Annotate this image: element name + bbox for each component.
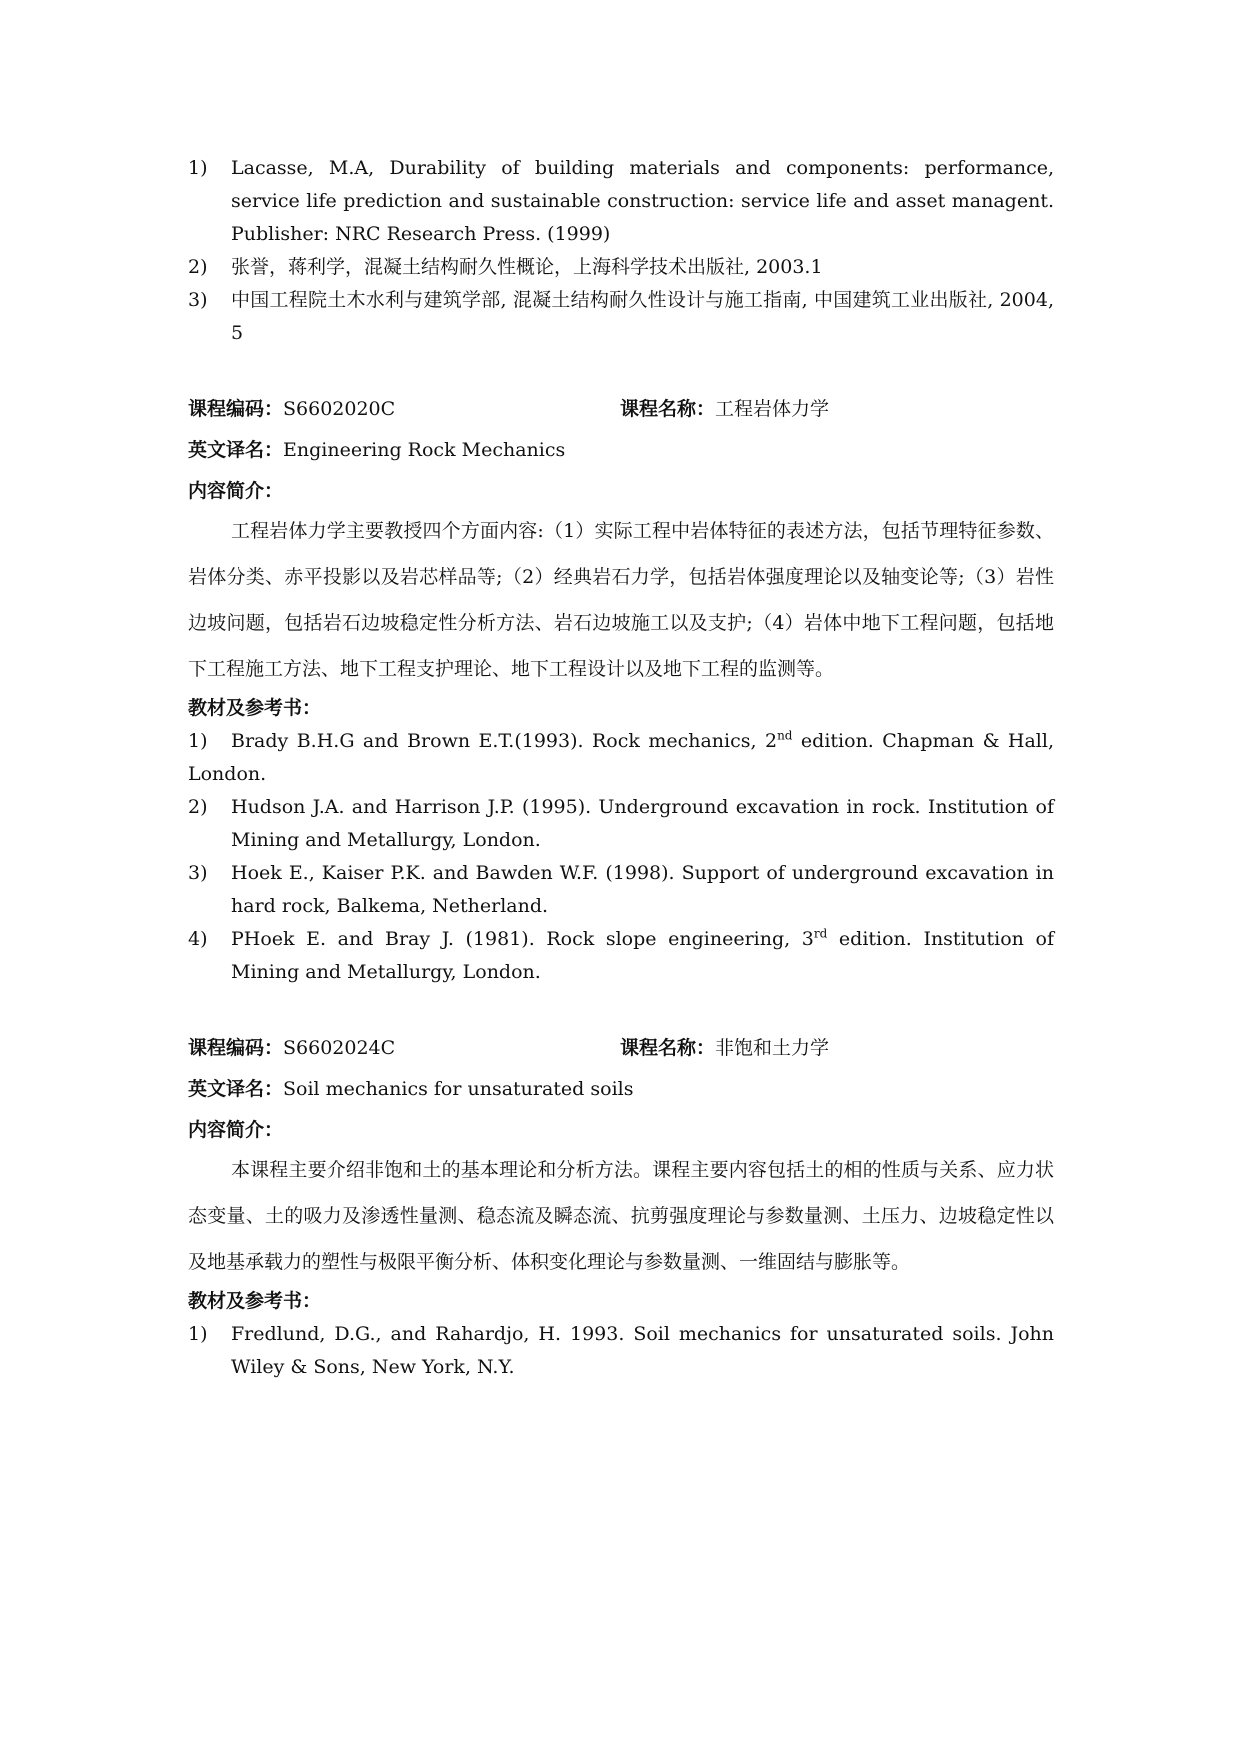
reference-list	[188, 1318, 1054, 1384]
course-name-value: 工程岩体力学	[715, 398, 830, 420]
books-heading	[188, 1285, 1054, 1318]
course-name-label: 课程名称：	[620, 398, 716, 420]
english-name-value: Engineering Rock Mechanics	[283, 439, 566, 461]
reference-text: 中国工程院土木水利与建筑学部, 混凝土结构耐久性设计与施工指南, 中国建筑工业出版社, 2004, 5	[231, 289, 1054, 344]
reference-text: Hudson J.A. and Harrison J.P. (1995). Underground excavation in rock. Institution of Mining and Metallurgy, London.	[231, 796, 1054, 851]
books-heading	[188, 692, 1054, 725]
books-label: 教材及参考书：	[188, 697, 322, 719]
intro-label: 内容简介：	[188, 480, 284, 502]
books-label: 教材及参考书：	[188, 1290, 322, 1312]
reference-item	[188, 152, 1054, 251]
intro-paragraph: 本课程主要介绍非饱和土的基本理论和分析方法。课程主要内容包括土的相的性质与关系、应力状态变量、土的吸力及渗透性量测、稳态流及瞬态流、抗剪强度理论与参数量测、土压力、边坡稳定性以及地基承载力的塑性与极限平衡分析、体积变化理论与参数量测、一维固结与膨胀等。	[188, 1159, 1054, 1273]
document-page	[188, 152, 1054, 1384]
course-name-label: 课程名称：	[620, 1037, 716, 1059]
course-name-value: 非饱和土力学	[715, 1037, 830, 1059]
english-name-label: 英文译名：	[188, 1078, 284, 1100]
reference-number: 2)	[188, 796, 208, 818]
intro-paragraph: 工程岩体力学主要教授四个方面内容:（1）实际工程中岩体特征的表述方法，包括节理特征参数、岩体分类、赤平投影以及岩芯样品等;（2）经典岩石力学，包括岩体强度理论以及轴变论等;（3）岩性边坡问题，包括岩石边坡稳定性分析方法、岩石边坡施工以及支护;（4）岩体中地下工程问题，包括地下工程施工方法、地下工程支护理论、地下工程设计以及地下工程的监测等。	[188, 520, 1054, 680]
intro-label: 内容简介：	[188, 1119, 284, 1141]
reference-number: 1)	[188, 730, 208, 752]
reference-text: Fredlund, D.G., and Rahardjo, H. 1993. Soil mechanics for unsaturated soils. John Wiley & Sons, New York, N.Y.	[231, 1323, 1054, 1378]
course-code-value: S6602024C	[283, 1037, 396, 1059]
intro-heading	[188, 1114, 1054, 1147]
reference-number: 3)	[188, 862, 208, 884]
english-name-value: Soil mechanics for unsaturated soils	[283, 1078, 634, 1100]
reference-number: 3)	[188, 289, 208, 311]
course-name-field	[620, 393, 829, 426]
reference-text: 张誉，蒋利学，混凝土结构耐久性概论，上海科学技术出版社, 2003.1	[231, 256, 823, 278]
course-code-label: 课程编码：	[188, 398, 284, 420]
reference-item	[188, 791, 1054, 857]
course-section	[188, 393, 1054, 989]
course-section	[188, 1032, 1054, 1384]
reference-superscript: nd	[777, 728, 793, 743]
course-code-field	[188, 393, 620, 426]
course-header	[188, 1032, 1054, 1065]
english-name-field	[188, 1073, 1054, 1106]
course-code-label: 课程编码：	[188, 1037, 284, 1059]
course-code-field	[188, 1032, 620, 1065]
course-header	[188, 393, 1054, 426]
reference-number: 1)	[188, 1323, 208, 1345]
reference-item	[188, 923, 1054, 989]
reference-superscript: rd	[813, 926, 828, 941]
reference-text: edition. Chapman & Hall, London.	[188, 730, 1055, 785]
reference-text: Lacasse, M.A, Durability of building materials and components: performance, service life prediction and sustainable construction: service life and asset managent. Publisher: NRC Research Press. (1999)	[231, 157, 1054, 245]
english-name-label: 英文译名：	[188, 439, 284, 461]
course-name-field	[620, 1032, 829, 1065]
reference-list	[188, 725, 1054, 989]
reference-item	[188, 251, 1054, 284]
reference-item	[188, 857, 1054, 923]
reference-text: PHoek E. and Bray J. (1981). Rock slope engineering, 3	[231, 928, 814, 950]
reference-item	[188, 284, 1054, 350]
reference-item	[188, 725, 1054, 791]
course-code-value: S6602020C	[283, 398, 396, 420]
reference-number: 4)	[188, 928, 208, 950]
intro-heading	[188, 475, 1054, 508]
reference-text: Hoek E., Kaiser P.K. and Bawden W.F. (1998). Support of underground excavation in hard rock, Balkema, Netherland.	[231, 862, 1054, 917]
reference-number: 1)	[188, 157, 208, 179]
reference-list-top	[188, 152, 1054, 350]
reference-item	[188, 1318, 1054, 1384]
reference-text: edition. Institution of Mining and Metallurgy, London.	[231, 928, 1054, 983]
reference-text: Brady B.H.G and Brown E.T.(1993). Rock mechanics, 2	[231, 730, 778, 752]
english-name-field	[188, 434, 1054, 467]
reference-number: 2)	[188, 256, 208, 278]
